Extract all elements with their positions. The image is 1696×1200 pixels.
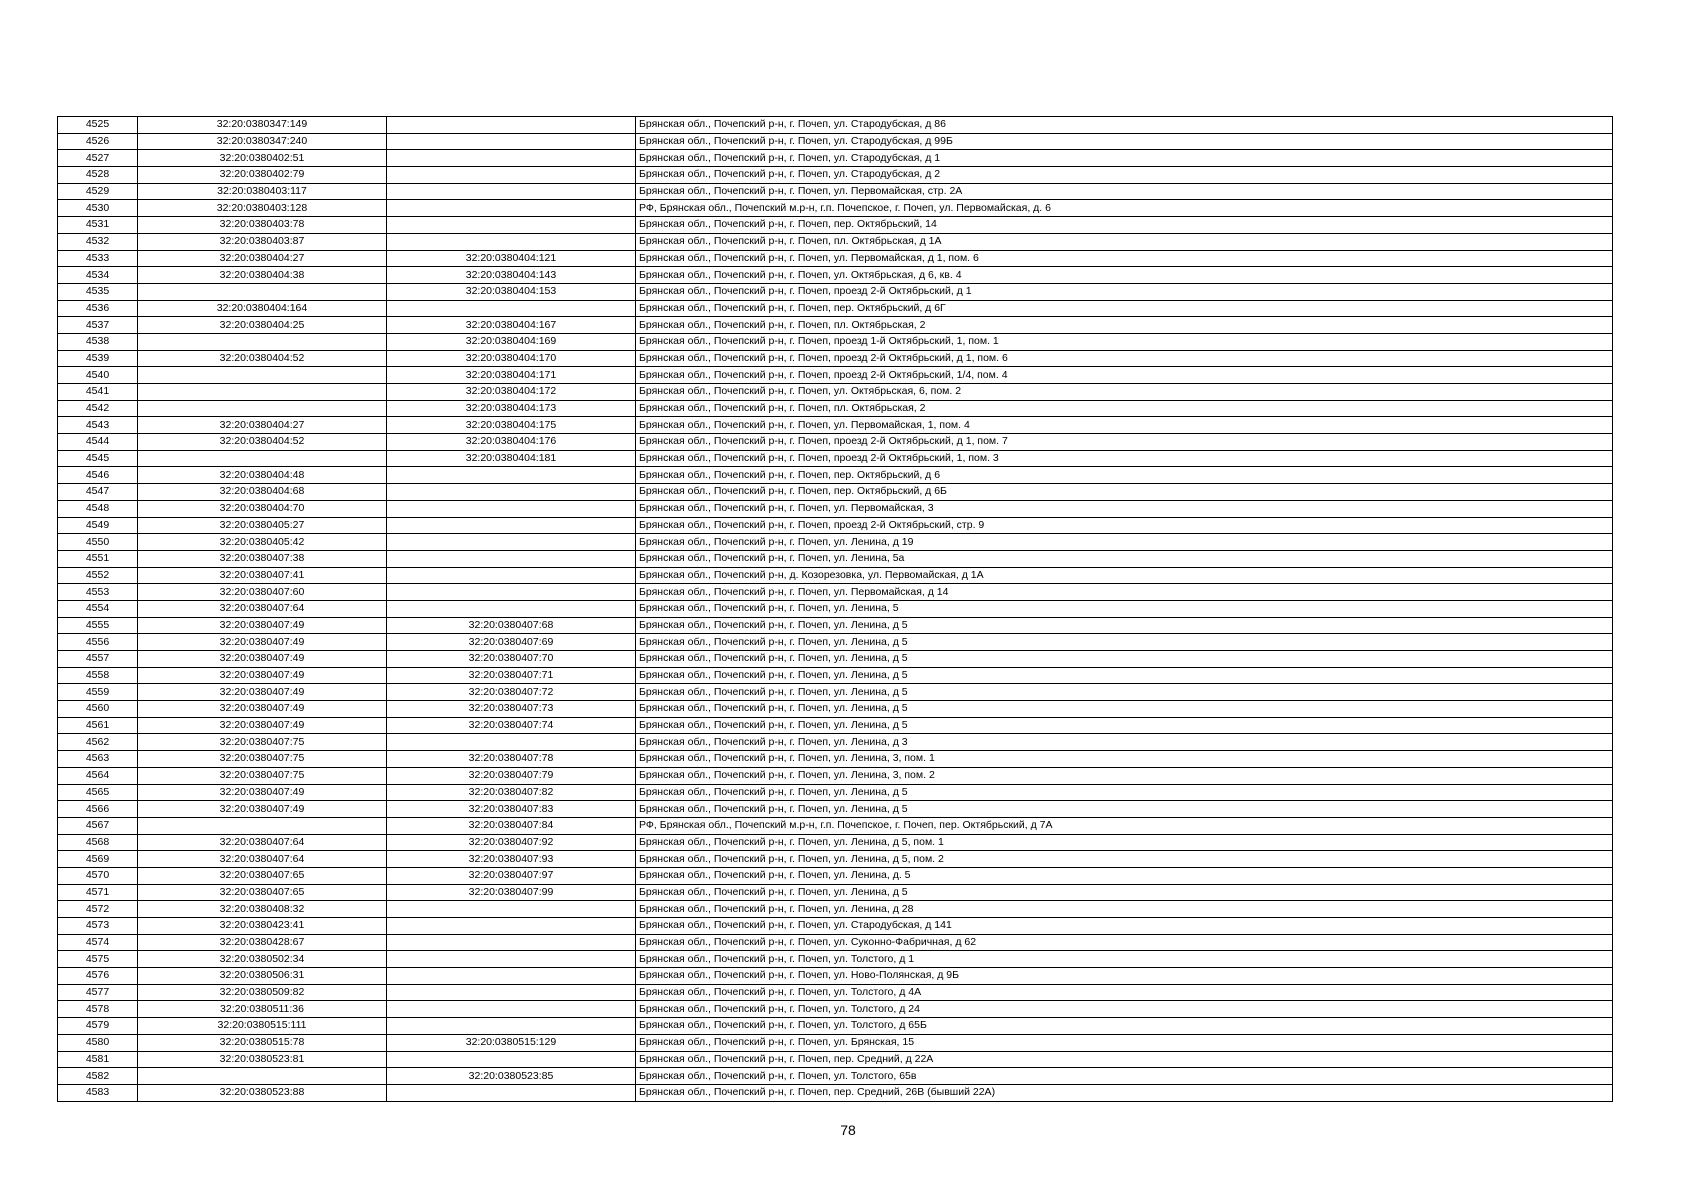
object-number-cell: 32:20:0380407:99	[387, 884, 636, 901]
address-cell: Брянская обл., Почепский р-н, г. Почеп, ул. Стародубская, д 86	[636, 117, 1613, 134]
object-number-cell	[387, 117, 636, 134]
object-number-cell: 32:20:0380407:68	[387, 617, 636, 634]
table-row	[58, 350, 1613, 367]
row-number-cell: 4571	[58, 884, 138, 901]
object-number-cell: 32:20:0380407:74	[387, 717, 636, 734]
address-cell: Брянская обл., Почепский р-н, г. Почеп, проезд 2-й Октябрьский, д 1, пом. 6	[636, 350, 1613, 367]
table-row	[58, 1034, 1613, 1051]
table-row	[58, 617, 1613, 634]
address-cell: РФ, Брянская обл., Почепский м.р-н, г.п. Почепское, г. Почеп, ул. Первомайская, д. 6	[636, 200, 1613, 217]
address-cell: Брянская обл., Почепский р-н, г. Почеп, ул. Стародубская, д 2	[636, 167, 1613, 184]
address-cell: Брянская обл., Почепский р-н, г. Почеп, ул. Ленина, 3, пом. 2	[636, 767, 1613, 784]
parcel-number-cell: 32:20:0380407:60	[138, 584, 387, 601]
row-number-cell: 4573	[58, 918, 138, 935]
table-row	[58, 200, 1613, 217]
parcel-number-cell: 32:20:0380407:49	[138, 784, 387, 801]
table-row	[58, 784, 1613, 801]
parcel-number-cell: 32:20:0380407:49	[138, 801, 387, 818]
table-row	[58, 1084, 1613, 1101]
object-number-cell	[387, 217, 636, 234]
row-number-cell: 4539	[58, 350, 138, 367]
parcel-number-cell: 32:20:0380407:49	[138, 717, 387, 734]
parcel-number-cell: 32:20:0380403:78	[138, 217, 387, 234]
row-number-cell: 4529	[58, 183, 138, 200]
table-row	[58, 250, 1613, 267]
row-number-cell: 4528	[58, 167, 138, 184]
table-row	[58, 550, 1613, 567]
object-number-cell	[387, 300, 636, 317]
parcel-number-cell: 32:20:0380404:48	[138, 467, 387, 484]
parcel-number-cell: 32:20:0380407:75	[138, 734, 387, 751]
object-number-cell	[387, 968, 636, 985]
address-cell: Брянская обл., Почепский р-н, г. Почеп, пер. Октябрьский, д 6Б	[636, 484, 1613, 501]
address-cell: Брянская обл., Почепский р-н, г. Почеп, пл. Октябрьская, д 1А	[636, 233, 1613, 250]
parcel-number-cell: 32:20:0380404:52	[138, 350, 387, 367]
object-number-cell: 32:20:0380404:167	[387, 317, 636, 334]
row-number-cell: 4555	[58, 617, 138, 634]
parcel-number-cell: 32:20:0380404:27	[138, 417, 387, 434]
table-row	[58, 951, 1613, 968]
address-cell: Брянская обл., Почепский р-н, г. Почеп, ул. Ленина, 5	[636, 600, 1613, 617]
row-number-cell: 4562	[58, 734, 138, 751]
table-row	[58, 333, 1613, 350]
object-number-cell: 32:20:0380404:172	[387, 384, 636, 401]
parcel-number-cell: 32:20:0380407:49	[138, 634, 387, 651]
table-row	[58, 600, 1613, 617]
object-number-cell	[387, 150, 636, 167]
row-number-cell: 4560	[58, 701, 138, 718]
parcel-number-cell: 32:20:0380404:27	[138, 250, 387, 267]
table-row	[58, 1068, 1613, 1085]
table-row	[58, 901, 1613, 918]
object-number-cell: 32:20:0380407:83	[387, 801, 636, 818]
object-number-cell	[387, 1001, 636, 1018]
parcel-number-cell: 32:20:0380407:64	[138, 834, 387, 851]
object-number-cell	[387, 1051, 636, 1068]
object-number-cell	[387, 1018, 636, 1035]
parcel-number-cell: 32:20:0380405:27	[138, 517, 387, 534]
table-row	[58, 717, 1613, 734]
parcel-number-cell: 32:20:0380403:87	[138, 233, 387, 250]
parcel-number-cell: 32:20:0380511:36	[138, 1001, 387, 1018]
row-number-cell: 4582	[58, 1068, 138, 1085]
address-cell: Брянская обл., Почепский р-н, г. Почеп, ул. Октябрьская, д 6, кв. 4	[636, 267, 1613, 284]
object-number-cell	[387, 200, 636, 217]
row-number-cell: 4542	[58, 400, 138, 417]
address-cell: Брянская обл., Почепский р-н, г. Почеп, ул. Ново-Полянская, д 9Б	[636, 968, 1613, 985]
parcel-number-cell: 32:20:0380407:41	[138, 567, 387, 584]
parcel-number-cell: 32:20:0380347:240	[138, 133, 387, 150]
object-number-cell: 32:20:0380407:78	[387, 751, 636, 768]
parcel-number-cell: 32:20:0380405:42	[138, 534, 387, 551]
object-number-cell	[387, 167, 636, 184]
row-number-cell: 4526	[58, 133, 138, 150]
table-row	[58, 467, 1613, 484]
address-cell: Брянская обл., Почепский р-н, г. Почеп, ул. Толстого, 65в	[636, 1068, 1613, 1085]
row-number-cell: 4541	[58, 384, 138, 401]
table-row	[58, 534, 1613, 551]
table-row	[58, 1018, 1613, 1035]
parcel-number-cell	[138, 384, 387, 401]
row-number-cell: 4567	[58, 817, 138, 834]
object-number-cell: 32:20:0380515:129	[387, 1034, 636, 1051]
address-cell: Брянская обл., Почепский р-н, г. Почеп, пл. Октябрьская, 2	[636, 317, 1613, 334]
object-number-cell: 32:20:0380407:71	[387, 667, 636, 684]
row-number-cell: 4543	[58, 417, 138, 434]
row-number-cell: 4574	[58, 934, 138, 951]
table-row	[58, 117, 1613, 134]
address-cell: Брянская обл., Почепский р-н, г. Почеп, ул. Ленина, д 5	[636, 801, 1613, 818]
object-number-cell	[387, 951, 636, 968]
row-number-cell: 4568	[58, 834, 138, 851]
object-number-cell: 32:20:0380407:70	[387, 651, 636, 668]
parcel-number-cell: 32:20:0380407:49	[138, 617, 387, 634]
row-number-cell: 4556	[58, 634, 138, 651]
row-number-cell: 4569	[58, 851, 138, 868]
table-row	[58, 667, 1613, 684]
object-number-cell: 32:20:0380404:153	[387, 283, 636, 300]
parcel-number-cell: 32:20:0380523:81	[138, 1051, 387, 1068]
table-row	[58, 801, 1613, 818]
object-number-cell: 32:20:0380404:121	[387, 250, 636, 267]
row-number-cell: 4552	[58, 567, 138, 584]
object-number-cell	[387, 918, 636, 935]
parcel-number-cell: 32:20:0380404:25	[138, 317, 387, 334]
object-number-cell: 32:20:0380404:170	[387, 350, 636, 367]
table-row	[58, 400, 1613, 417]
table-row	[58, 133, 1613, 150]
object-number-cell: 32:20:0380404:169	[387, 333, 636, 350]
row-number-cell: 4537	[58, 317, 138, 334]
table-row	[58, 918, 1613, 935]
row-number-cell: 4553	[58, 584, 138, 601]
address-cell: Брянская обл., Почепский р-н, г. Почеп, пл. Октябрьская, 2	[636, 400, 1613, 417]
parcel-number-cell	[138, 817, 387, 834]
row-number-cell: 4545	[58, 450, 138, 467]
object-number-cell: 32:20:0380404:171	[387, 367, 636, 384]
address-cell: Брянская обл., Почепский р-н, г. Почеп, ул. Первомайская, 1, пом. 4	[636, 417, 1613, 434]
object-number-cell	[387, 901, 636, 918]
address-cell: Брянская обл., Почепский р-н, г. Почеп, ул. Первомайская, 3	[636, 500, 1613, 517]
address-cell: Брянская обл., Почепский р-н, г. Почеп, проезд 2-й Октябрьский, д 1, пом. 7	[636, 434, 1613, 451]
parcel-number-cell: 32:20:0380423:41	[138, 918, 387, 935]
parcel-number-cell: 32:20:0380404:68	[138, 484, 387, 501]
parcel-number-cell: 32:20:0380407:38	[138, 550, 387, 567]
row-number-cell: 4534	[58, 267, 138, 284]
parcel-number-cell: 32:20:0380407:64	[138, 600, 387, 617]
address-cell: Брянская обл., Почепский р-н, г. Почеп, ул. Суконно-Фабричная, д 62	[636, 934, 1613, 951]
page-number: 78	[840, 1122, 856, 1138]
row-number-cell: 4564	[58, 767, 138, 784]
object-number-cell	[387, 183, 636, 200]
table-row	[58, 434, 1613, 451]
address-cell: Брянская обл., Почепский р-н, г. Почеп, ул. Ленина, д 5	[636, 717, 1613, 734]
parcel-number-cell: 32:20:0380404:52	[138, 434, 387, 451]
table-row	[58, 517, 1613, 534]
address-cell: Брянская обл., Почепский р-н, г. Почеп, ул. Ленина, д 5	[636, 634, 1613, 651]
object-number-cell: 32:20:0380404:176	[387, 434, 636, 451]
row-number-cell: 4565	[58, 784, 138, 801]
object-number-cell: 32:20:0380407:69	[387, 634, 636, 651]
table-row	[58, 884, 1613, 901]
parcel-number-cell: 32:20:0380407:75	[138, 767, 387, 784]
row-number-cell: 4540	[58, 367, 138, 384]
parcel-number-cell: 32:20:0380404:38	[138, 267, 387, 284]
parcel-number-cell	[138, 450, 387, 467]
table-row	[58, 834, 1613, 851]
row-number-cell: 4536	[58, 300, 138, 317]
parcel-number-cell: 32:20:0380403:117	[138, 183, 387, 200]
row-number-cell: 4583	[58, 1084, 138, 1101]
table-row	[58, 1001, 1613, 1018]
parcel-number-cell: 32:20:0380407:49	[138, 701, 387, 718]
table-row	[58, 984, 1613, 1001]
address-cell: Брянская обл., Почепский р-н, д. Козорезовка, ул. Первомайская, д 1А	[636, 567, 1613, 584]
address-cell: Брянская обл., Почепский р-н, г. Почеп, ул. Ленина, д 5, пом. 2	[636, 851, 1613, 868]
parcel-number-cell	[138, 333, 387, 350]
parcel-number-cell: 32:20:0380408:32	[138, 901, 387, 918]
row-number-cell: 4533	[58, 250, 138, 267]
row-number-cell: 4544	[58, 434, 138, 451]
table-row	[58, 367, 1613, 384]
parcel-number-cell: 32:20:0380515:111	[138, 1018, 387, 1035]
parcel-number-cell: 32:20:0380509:82	[138, 984, 387, 1001]
row-number-cell: 4570	[58, 867, 138, 884]
address-cell: Брянская обл., Почепский р-н, г. Почеп, ул. Ленина, д. 5	[636, 867, 1613, 884]
object-number-cell	[387, 467, 636, 484]
row-number-cell: 4563	[58, 751, 138, 768]
address-cell: Брянская обл., Почепский р-н, г. Почеп, ул. Первомайская, стр. 2А	[636, 183, 1613, 200]
row-number-cell: 4559	[58, 684, 138, 701]
address-cell: Брянская обл., Почепский р-н, г. Почеп, ул. Стародубская, д 1	[636, 150, 1613, 167]
parcel-number-cell	[138, 367, 387, 384]
row-number-cell: 4578	[58, 1001, 138, 1018]
address-cell: Брянская обл., Почепский р-н, г. Почеп, ул. Толстого, д 24	[636, 1001, 1613, 1018]
row-number-cell: 4550	[58, 534, 138, 551]
parcel-number-cell: 32:20:0380404:164	[138, 300, 387, 317]
row-number-cell: 4561	[58, 717, 138, 734]
address-cell: Брянская обл., Почепский р-н, г. Почеп, ул. Ленина, д 28	[636, 901, 1613, 918]
table-row	[58, 634, 1613, 651]
address-cell: Брянская обл., Почепский р-н, г. Почеп, проезд 2-й Октябрьский, стр. 9	[636, 517, 1613, 534]
table-row	[58, 968, 1613, 985]
address-cell: Брянская обл., Почепский р-н, г. Почеп, пер. Октябрьский, 14	[636, 217, 1613, 234]
object-number-cell	[387, 734, 636, 751]
parcel-number-cell: 32:20:0380407:65	[138, 867, 387, 884]
row-number-cell: 4532	[58, 233, 138, 250]
table-row	[58, 183, 1613, 200]
address-cell: Брянская обл., Почепский р-н, г. Почеп, ул. Толстого, д 1	[636, 951, 1613, 968]
table-row	[58, 1051, 1613, 1068]
row-number-cell: 4531	[58, 217, 138, 234]
address-cell: Брянская обл., Почепский р-н, г. Почеп, пер. Октябрьский, д 6	[636, 467, 1613, 484]
address-cell: Брянская обл., Почепский р-н, г. Почеп, ул. Толстого, д 4А	[636, 984, 1613, 1001]
parcel-number-cell: 32:20:0380347:149	[138, 117, 387, 134]
row-number-cell: 4538	[58, 333, 138, 350]
parcel-number-cell: 32:20:0380523:88	[138, 1084, 387, 1101]
parcel-number-cell: 32:20:0380506:31	[138, 968, 387, 985]
address-cell: Брянская обл., Почепский р-н, г. Почеп, ул. Толстого, д 65Б	[636, 1018, 1613, 1035]
address-cell: Брянская обл., Почепский р-н, г. Почеп, пер. Средний, д 22А	[636, 1051, 1613, 1068]
table-row	[58, 317, 1613, 334]
table-row	[58, 701, 1613, 718]
object-number-cell: 32:20:0380407:79	[387, 767, 636, 784]
row-number-cell: 4558	[58, 667, 138, 684]
row-number-cell: 4581	[58, 1051, 138, 1068]
table-row	[58, 283, 1613, 300]
address-cell: Брянская обл., Почепский р-н, г. Почеп, пер. Средний, 26В (бывший 22А)	[636, 1084, 1613, 1101]
address-cell: Брянская обл., Почепский р-н, г. Почеп, ул. Первомайская, д 14	[636, 584, 1613, 601]
object-number-cell: 32:20:0380404:181	[387, 450, 636, 467]
parcel-number-cell: 32:20:0380407:75	[138, 751, 387, 768]
address-cell: Брянская обл., Почепский р-н, г. Почеп, ул. Ленина, д 3	[636, 734, 1613, 751]
row-number-cell: 4547	[58, 484, 138, 501]
row-number-cell: 4549	[58, 517, 138, 534]
table-row	[58, 651, 1613, 668]
parcel-number-cell: 32:20:0380407:49	[138, 667, 387, 684]
row-number-cell: 4554	[58, 600, 138, 617]
address-cell: Брянская обл., Почепский р-н, г. Почеп, ул. Ленина, 3, пом. 1	[636, 751, 1613, 768]
parcel-number-cell: 32:20:0380502:34	[138, 951, 387, 968]
table-row	[58, 167, 1613, 184]
row-number-cell: 4576	[58, 968, 138, 985]
property-table	[57, 116, 1613, 1102]
object-number-cell	[387, 534, 636, 551]
parcel-number-cell	[138, 400, 387, 417]
table-row	[58, 767, 1613, 784]
object-number-cell: 32:20:0380404:143	[387, 267, 636, 284]
object-number-cell	[387, 133, 636, 150]
table-row	[58, 500, 1613, 517]
parcel-number-cell: 32:20:0380407:64	[138, 851, 387, 868]
object-number-cell	[387, 600, 636, 617]
address-cell: Брянская обл., Почепский р-н, г. Почеп, пер. Октябрьский, д 6Г	[636, 300, 1613, 317]
row-number-cell: 4548	[58, 500, 138, 517]
object-number-cell	[387, 584, 636, 601]
object-number-cell: 32:20:0380407:92	[387, 834, 636, 851]
object-number-cell	[387, 484, 636, 501]
address-cell: Брянская обл., Почепский р-н, г. Почеп, проезд 2-й Октябрьский, д 1	[636, 283, 1613, 300]
object-number-cell: 32:20:0380407:82	[387, 784, 636, 801]
row-number-cell: 4546	[58, 467, 138, 484]
address-cell: Брянская обл., Почепский р-н, г. Почеп, ул. Ленина, д 5	[636, 701, 1613, 718]
parcel-number-cell: 32:20:0380407:49	[138, 684, 387, 701]
parcel-number-cell: 32:20:0380403:128	[138, 200, 387, 217]
table-row	[58, 817, 1613, 834]
row-number-cell: 4530	[58, 200, 138, 217]
object-number-cell	[387, 934, 636, 951]
parcel-number-cell: 32:20:0380428:67	[138, 934, 387, 951]
object-number-cell: 32:20:0380407:72	[387, 684, 636, 701]
object-number-cell: 32:20:0380407:93	[387, 851, 636, 868]
address-cell: Брянская обл., Почепский р-н, г. Почеп, ул. Ленина, д 5	[636, 667, 1613, 684]
address-cell: Брянская обл., Почепский р-н, г. Почеп, ул. Ленина, д 5	[636, 617, 1613, 634]
address-cell: Брянская обл., Почепский р-н, г. Почеп, ул. Октябрьская, 6, пом. 2	[636, 384, 1613, 401]
table-row	[58, 300, 1613, 317]
object-number-cell	[387, 984, 636, 1001]
table-row	[58, 267, 1613, 284]
table-row	[58, 934, 1613, 951]
row-number-cell: 4566	[58, 801, 138, 818]
row-number-cell: 4577	[58, 984, 138, 1001]
parcel-number-cell: 32:20:0380402:79	[138, 167, 387, 184]
row-number-cell: 4535	[58, 283, 138, 300]
table-row	[58, 233, 1613, 250]
row-number-cell: 4525	[58, 117, 138, 134]
parcel-number-cell: 32:20:0380402:51	[138, 150, 387, 167]
parcel-number-cell: 32:20:0380515:78	[138, 1034, 387, 1051]
row-number-cell: 4580	[58, 1034, 138, 1051]
address-cell: Брянская обл., Почепский р-н, г. Почеп, ул. Первомайская, д 1, пом. 6	[636, 250, 1613, 267]
parcel-number-cell: 32:20:0380407:65	[138, 884, 387, 901]
table-row	[58, 484, 1613, 501]
row-number-cell: 4575	[58, 951, 138, 968]
parcel-number-cell	[138, 283, 387, 300]
object-number-cell	[387, 517, 636, 534]
object-number-cell: 32:20:0380407:97	[387, 867, 636, 884]
table-row	[58, 584, 1613, 601]
table-row	[58, 734, 1613, 751]
row-number-cell: 4572	[58, 901, 138, 918]
table-row	[58, 417, 1613, 434]
object-number-cell: 32:20:0380407:73	[387, 701, 636, 718]
object-number-cell: 32:20:0380404:173	[387, 400, 636, 417]
object-number-cell: 32:20:0380523:85	[387, 1068, 636, 1085]
row-number-cell: 4527	[58, 150, 138, 167]
address-cell: Брянская обл., Почепский р-н, г. Почеп, ул. Ленина, д 5	[636, 784, 1613, 801]
table-row	[58, 851, 1613, 868]
property-table-body	[58, 117, 1613, 1102]
address-cell: Брянская обл., Почепский р-н, г. Почеп, ул. Ленина, д 5, пом. 1	[636, 834, 1613, 851]
row-number-cell: 4579	[58, 1018, 138, 1035]
address-cell: Брянская обл., Почепский р-н, г. Почеп, ул. Ленина, 5а	[636, 550, 1613, 567]
address-cell: Брянская обл., Почепский р-н, г. Почеп, ул. Ленина, д 19	[636, 534, 1613, 551]
address-cell: Брянская обл., Почепский р-н, г. Почеп, ул. Стародубская, д 141	[636, 918, 1613, 935]
object-number-cell	[387, 500, 636, 517]
table-row	[58, 867, 1613, 884]
address-cell: Брянская обл., Почепский р-н, г. Почеп, ул. Стародубская, д 99Б	[636, 133, 1613, 150]
address-cell: Брянская обл., Почепский р-н, г. Почеп, проезд 2-й Октябрьский, 1/4, пом. 4	[636, 367, 1613, 384]
table-row	[58, 450, 1613, 467]
address-cell: Брянская обл., Почепский р-н, г. Почеп, проезд 1-й Октябрьский, 1, пом. 1	[636, 333, 1613, 350]
object-number-cell	[387, 550, 636, 567]
object-number-cell	[387, 567, 636, 584]
address-cell: Брянская обл., Почепский р-н, г. Почеп, проезд 2-й Октябрьский, 1, пом. 3	[636, 450, 1613, 467]
parcel-number-cell: 32:20:0380404:70	[138, 500, 387, 517]
table-row	[58, 684, 1613, 701]
parcel-number-cell: 32:20:0380407:49	[138, 651, 387, 668]
table-row	[58, 751, 1613, 768]
parcel-number-cell	[138, 1068, 387, 1085]
address-cell: Брянская обл., Почепский р-н, г. Почеп, ул. Ленина, д 5	[636, 684, 1613, 701]
table-row	[58, 384, 1613, 401]
object-number-cell: 32:20:0380407:84	[387, 817, 636, 834]
object-number-cell: 32:20:0380404:175	[387, 417, 636, 434]
address-cell: РФ, Брянская обл., Почепский м.р-н, г.п. Почепское, г. Почеп, пер. Октябрьский, д 7А	[636, 817, 1613, 834]
address-cell: Брянская обл., Почепский р-н, г. Почеп, ул. Брянская, 15	[636, 1034, 1613, 1051]
table-row	[58, 150, 1613, 167]
address-cell: Брянская обл., Почепский р-н, г. Почеп, ул. Ленина, д 5	[636, 651, 1613, 668]
table-row	[58, 567, 1613, 584]
row-number-cell: 4557	[58, 651, 138, 668]
address-cell: Брянская обл., Почепский р-н, г. Почеп, ул. Ленина, д 5	[636, 884, 1613, 901]
object-number-cell	[387, 233, 636, 250]
object-number-cell	[387, 1084, 636, 1101]
row-number-cell: 4551	[58, 550, 138, 567]
table-row	[58, 217, 1613, 234]
